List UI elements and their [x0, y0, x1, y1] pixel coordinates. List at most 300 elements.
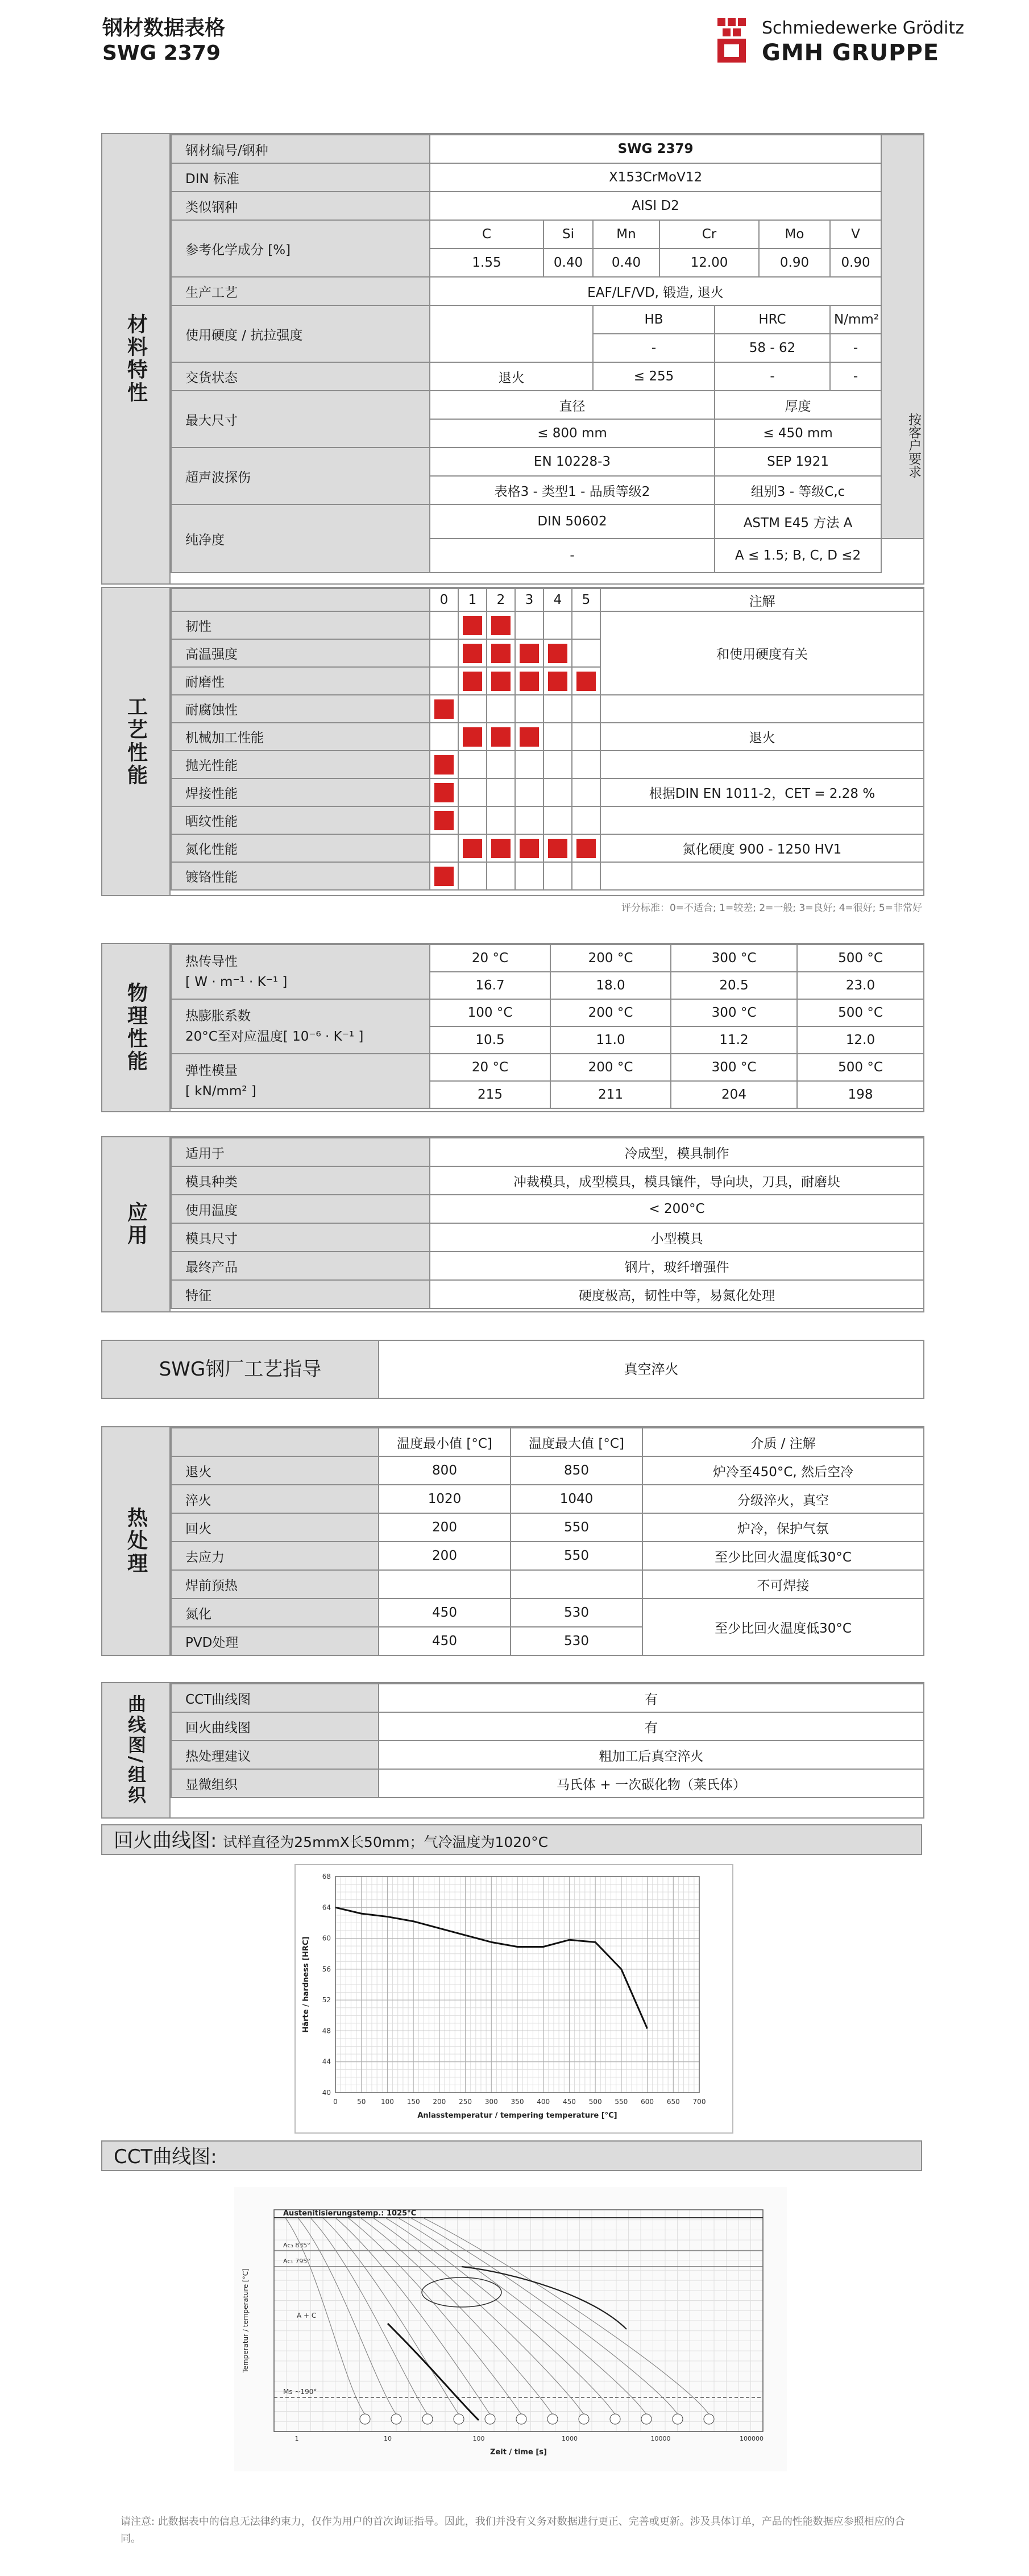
rating-cell: [515, 639, 543, 667]
x-tick-label: 50: [357, 2098, 366, 2106]
hardness-marker: [579, 2414, 589, 2424]
x-tick-label: 350: [511, 2098, 524, 2106]
rating-cell: [572, 639, 600, 667]
heat-note: 至少比回火温度低30°C: [642, 1598, 924, 1655]
delivery-value: ≤ 255: [593, 362, 715, 391]
perf-row-label: 晒纹性能: [171, 806, 430, 834]
rating-mark: [434, 755, 454, 775]
section-label: 热处理: [124, 1507, 148, 1575]
perf-note: [600, 751, 924, 778]
rating-mark: [548, 644, 567, 663]
chem-value: 0.40: [543, 249, 593, 277]
rating-mark: [491, 727, 511, 747]
hardness-marker: [547, 2414, 558, 2424]
din-value: X153CrMoV12: [430, 163, 881, 192]
expansion-value: 10.5: [430, 1026, 550, 1054]
scale-5: 5: [572, 589, 600, 611]
rating-cell: [572, 751, 600, 778]
rating-cell: [458, 834, 487, 862]
rating-cell: [543, 611, 572, 639]
title-line-1: 钢材数据表格: [102, 16, 226, 40]
rating-cell: [515, 834, 543, 862]
delivery-value: -: [715, 362, 830, 391]
page-title: [102, 16, 225, 66]
chem-element: Mo: [759, 220, 830, 249]
delivery-label: 交货状态: [171, 362, 430, 391]
rating-cell: [543, 723, 572, 751]
hardness-value: -: [830, 334, 881, 362]
tempering-title: 回火曲线图:: [114, 1829, 217, 1852]
rating-mark: [548, 672, 567, 691]
similar-value: AISI D2: [430, 192, 881, 220]
rating-cell: [430, 778, 458, 806]
y-tick-label: 60: [322, 1934, 331, 1943]
expansion-unit: 20°C至对应温度[ 10⁻⁶ · K⁻¹ ]: [185, 1029, 364, 1044]
perf-row-label: 高温强度: [171, 639, 430, 667]
chem-element: C: [430, 220, 543, 249]
chem-value: 0.90: [759, 249, 830, 277]
heat-min: 450: [379, 1598, 511, 1627]
curves-section: [101, 1682, 924, 1819]
rating-mark: [520, 644, 539, 663]
app-label: 适用于: [171, 1138, 430, 1166]
ut-label: 超声波探伤: [171, 448, 430, 504]
title-line-2: SWG 2379: [102, 42, 221, 65]
heat-min: 1020: [379, 1485, 511, 1513]
chem-value: 1.55: [430, 249, 543, 277]
rating-cell: [487, 862, 515, 890]
rating-cell: [543, 639, 572, 667]
modulus-value: 215: [430, 1081, 550, 1108]
x-tick-label: 10: [384, 2435, 392, 2442]
modulus-unit: [ kN/mm² ]: [185, 1084, 256, 1099]
modulus-value: 211: [550, 1081, 671, 1108]
perf-note: 和使用硬度有关: [600, 611, 924, 695]
x-tick-label: 600: [641, 2098, 654, 2106]
curve-label: 回火曲线图: [171, 1712, 379, 1741]
heat-head: 温度最大值 [°C]: [511, 1428, 642, 1456]
hardness-head: N/mm²: [830, 305, 881, 334]
x-tick-label: 100000: [740, 2435, 764, 2442]
rating-cell: [572, 695, 600, 723]
hardness-marker: [704, 2414, 714, 2424]
ut-value: 组别3 - 等级C,c: [715, 476, 881, 504]
purity-value: -: [430, 539, 715, 573]
guidance-value: 真空淬火: [624, 1361, 679, 1377]
rating-cell: [458, 695, 487, 723]
size-head: 直径: [430, 391, 715, 419]
ac1-label: Ac₁ 795°: [283, 2258, 310, 2265]
rating-cell: [515, 806, 543, 834]
temp-head: 500 °C: [797, 1054, 924, 1081]
hardness-head: HB: [593, 305, 715, 334]
temp-head: 300 °C: [671, 945, 797, 972]
rating-mark: [463, 672, 482, 691]
rating-cell: [515, 751, 543, 778]
expansion-label: 热膨胀系数: [185, 1009, 251, 1024]
heat-min: 200: [379, 1542, 511, 1570]
rating-cell: [430, 834, 458, 862]
chem-label: 参考化学成分 [%]: [171, 220, 430, 277]
curve-label: 显微组织: [171, 1769, 379, 1798]
conductivity-value: 16.7: [430, 972, 550, 999]
rating-cell: [430, 723, 458, 751]
rating-cell: [458, 751, 487, 778]
x-tick-label: 1000: [562, 2435, 578, 2442]
hardness-marker: [516, 2414, 526, 2424]
heat-label: PVD处理: [171, 1627, 379, 1655]
ac3-label: Ac₃ 835°: [283, 2242, 310, 2249]
heat-label: 焊前预热: [171, 1570, 379, 1598]
app-value: 冲裁模具，成型模具，模具镶件，导向块，刀具，耐磨块: [430, 1166, 924, 1195]
logo-line-2: GMH GRUPPE: [762, 40, 940, 66]
tempering-chart: [296, 1865, 732, 2132]
process-value: EAF/LF/VD, 锻造, 退火: [430, 277, 881, 305]
rating-mark: [491, 839, 511, 858]
rating-mark: [434, 867, 454, 886]
rating-cell: [515, 862, 543, 890]
chem-element: Cr: [659, 220, 759, 249]
modulus-label: 弹性模量: [185, 1063, 238, 1078]
curve-label: CCT曲线图: [171, 1684, 379, 1712]
heat-max: [511, 1570, 642, 1598]
x-tick-label: 1: [294, 2435, 299, 2442]
rating-cell: [430, 667, 458, 695]
perf-note: 退火: [600, 723, 924, 751]
ut-head: SEP 1921: [715, 448, 881, 476]
perf-row-label: 韧性: [171, 611, 430, 639]
rating-cell: [543, 834, 572, 862]
x-tick-label: 10000: [650, 2435, 671, 2442]
rating-legend: 评分标准：0=不适合; 1=较差; 2=一般; 3=良好; 4=很好; 5=非常好: [621, 902, 922, 914]
y-tick-label: 44: [322, 2057, 331, 2066]
chem-value: 0.90: [830, 249, 881, 277]
size-value: ≤ 450 mm: [715, 419, 881, 448]
heat-label: 退火: [171, 1456, 379, 1485]
perf-row-label: 焊接性能: [171, 778, 430, 806]
rating-mark: [463, 839, 482, 858]
expansion-value: 12.0: [797, 1026, 924, 1054]
similar-label: 类似钢种: [171, 192, 430, 220]
heat-note: 炉冷至450°C, 然后空冷: [642, 1456, 924, 1485]
app-value: < 200°C: [430, 1195, 924, 1223]
x-tick-label: 500: [588, 2098, 602, 2106]
rating-cell: [572, 667, 600, 695]
section-label: 曲线图/组织: [125, 1695, 147, 1806]
rating-cell: [487, 723, 515, 751]
temp-head: 20 °C: [430, 945, 550, 972]
app-label: 使用温度: [171, 1195, 430, 1223]
heat-max: 530: [511, 1598, 642, 1627]
rating-cell: [487, 806, 515, 834]
application-section: [101, 1136, 924, 1312]
tempering-title-bar: [101, 1824, 922, 1855]
disclaimer: 请注意: 此数据表中的信息无法律约束力，仅作为用户的首次询证指导。因此，我们并没有义务对数据进行更正、完善或更新。涉及具体订单，产品的性能数据应参照相应的合同。: [121, 2516, 905, 2545]
rating-cell: [458, 611, 487, 639]
perf-row-label: 耐腐蚀性: [171, 695, 430, 723]
expansion-value: 11.0: [550, 1026, 671, 1054]
rating-cell: [430, 806, 458, 834]
expansion-temp: 300 °C: [671, 999, 797, 1026]
x-tick-label: 300: [484, 2098, 498, 2106]
rating-mark: [548, 839, 567, 858]
heat-label: 氮化: [171, 1598, 379, 1627]
din-label: DIN 标准: [171, 163, 430, 192]
app-label: 特征: [171, 1280, 430, 1308]
physical-table: [171, 944, 924, 1109]
purity-label: 纯净度: [171, 504, 430, 573]
scale-3: 3: [515, 589, 543, 611]
perf-row-label: 抛光性能: [171, 751, 430, 778]
curve-label: 热处理建议: [171, 1741, 379, 1769]
perf-note: [600, 806, 924, 834]
temp-head: 300 °C: [671, 1054, 797, 1081]
rating-cell: [572, 611, 600, 639]
conductivity-unit: [ W · m⁻¹ · K⁻¹ ]: [185, 975, 288, 989]
hardness-marker: [610, 2414, 620, 2424]
perf-row-label: 氮化性能: [171, 834, 430, 862]
curve-value: 粗加工后真空淬火: [379, 1741, 924, 1769]
delivery-value: 退火: [430, 362, 593, 391]
y-axis-label: Härte / hardness [HRC]: [302, 1936, 310, 2033]
heat-max: 850: [511, 1456, 642, 1485]
delivery-value: -: [830, 362, 881, 391]
size-label: 最大尺寸: [171, 391, 430, 448]
heat-label: 去应力: [171, 1542, 379, 1570]
x-axis-label: Zeit / time [s]: [490, 2448, 547, 2457]
ms-label: Ms ~190°: [283, 2388, 317, 2396]
rating-cell: [458, 862, 487, 890]
rating-cell: [458, 667, 487, 695]
rating-cell: [572, 778, 600, 806]
rating-mark: [463, 616, 482, 635]
rating-mark: [463, 727, 482, 747]
rating-cell: [458, 723, 487, 751]
heat-head: 介质 / 注解: [642, 1428, 924, 1456]
curve-value: 有: [379, 1712, 924, 1741]
material-properties-section: [101, 133, 924, 585]
rating-cell: [487, 834, 515, 862]
heat-min: 800: [379, 1456, 511, 1485]
app-value: 钢片，玻纤增强件: [430, 1252, 924, 1280]
scale-1: 1: [458, 589, 487, 611]
cct-chart-box: [234, 2187, 787, 2471]
rating-cell: [515, 611, 543, 639]
chem-value: 12.00: [659, 249, 759, 277]
rating-cell: [572, 862, 600, 890]
perf-note: 根据DIN EN 1011-2，CET = 2.28 %: [600, 778, 924, 806]
rating-cell: [572, 806, 600, 834]
app-label: 最终产品: [171, 1252, 430, 1280]
y-axis-label: Temperatur / temperature [°C]: [242, 2268, 250, 2373]
logo-mark-icon: [717, 18, 757, 63]
app-value: 冷成型，模具制作: [430, 1138, 924, 1166]
hardness-marker: [485, 2414, 495, 2424]
process-performance-table: [171, 588, 924, 891]
perf-note: [600, 862, 924, 890]
x-tick-label: 150: [406, 2098, 420, 2106]
rating-cell: [487, 778, 515, 806]
chem-value: 0.40: [593, 249, 659, 277]
chem-element: V: [830, 220, 881, 249]
heat-label: 回火: [171, 1513, 379, 1542]
y-tick-label: 64: [322, 1903, 331, 1912]
rating-cell: [430, 639, 458, 667]
heat-min: 200: [379, 1513, 511, 1542]
perf-note: [600, 695, 924, 723]
physical-properties-section: [101, 943, 924, 1112]
heat-note: 至少比回火温度低30°C: [642, 1542, 924, 1570]
hardness-marker: [454, 2414, 464, 2424]
note-head: 注解: [600, 589, 924, 611]
x-tick-label: 550: [615, 2098, 628, 2106]
rating-cell: [543, 695, 572, 723]
rating-mark: [576, 839, 596, 858]
purity-head: ASTM E45 方法 A: [715, 504, 881, 539]
x-tick-label: 450: [562, 2098, 576, 2106]
scale-4: 4: [543, 589, 572, 611]
heat-max: 530: [511, 1627, 642, 1655]
expansion-value: 11.2: [671, 1026, 797, 1054]
x-axis-label: Anlasstemperatur / tempering temperature [°C]: [417, 2111, 617, 2120]
rating-cell: [543, 667, 572, 695]
curves-table: [171, 1683, 924, 1798]
rating-cell: [487, 751, 515, 778]
rating-cell: [487, 639, 515, 667]
curve-value: 马氏体 + 一次碳化物（莱氏体）: [379, 1769, 924, 1798]
modulus-value: 198: [797, 1081, 924, 1108]
app-value: 硬度极高，韧性中等，易氮化处理: [430, 1280, 924, 1308]
x-tick-label: 650: [666, 2098, 680, 2106]
rating-mark: [434, 811, 454, 830]
conductivity-value: 18.0: [550, 972, 671, 999]
perf-row-label: 镀铬性能: [171, 862, 430, 890]
temp-head: 200 °C: [550, 1054, 671, 1081]
rating-mark: [520, 839, 539, 858]
chem-element: Si: [543, 220, 593, 249]
heat-head: 温度最小值 [°C]: [379, 1428, 511, 1456]
heat-min: [379, 1570, 511, 1598]
rating-cell: [430, 695, 458, 723]
rating-mark: [491, 616, 511, 635]
size-value: ≤ 800 mm: [430, 419, 715, 448]
hardness-value: -: [593, 334, 715, 362]
expansion-temp: 500 °C: [797, 999, 924, 1026]
hardness-marker: [641, 2414, 652, 2424]
rating-cell: [458, 806, 487, 834]
section-label: 物理性能: [124, 982, 148, 1073]
rating-mark: [576, 672, 596, 691]
heat-treatment-table: [171, 1427, 924, 1656]
perf-row-label: 耐磨性: [171, 667, 430, 695]
purity-head: DIN 50602: [430, 504, 715, 539]
curve-value: 有: [379, 1684, 924, 1712]
chem-element: Mn: [593, 220, 659, 249]
rating-mark: [434, 699, 454, 719]
scale-2: 2: [487, 589, 515, 611]
conductivity-label: 热传导性: [185, 954, 238, 969]
rating-cell: [487, 695, 515, 723]
x-tick-label: 100: [472, 2435, 485, 2442]
process-label: 生产工艺: [171, 277, 430, 305]
rating-cell: [572, 723, 600, 751]
tempering-subtitle: 试样直径为25mmX长50mm；气冷温度为1020°C: [223, 1834, 549, 1850]
ut-head: EN 10228-3: [430, 448, 715, 476]
app-value: 小型模具: [430, 1223, 924, 1252]
grade-value: SWG 2379: [430, 135, 881, 163]
rating-cell: [515, 695, 543, 723]
tempering-chart-box: [294, 1864, 733, 2134]
cct-title: CCT曲线图:: [114, 2146, 217, 2168]
rating-mark: [520, 727, 539, 747]
heat-note: 炉冷，保护气氛: [642, 1513, 924, 1542]
rating-cell: [515, 723, 543, 751]
heat-note: 分级淬火，真空: [642, 1485, 924, 1513]
temp-head: 200 °C: [550, 945, 671, 972]
hardness-label: 使用硬度 / 抗拉强度: [171, 305, 430, 362]
rating-mark: [463, 644, 482, 663]
hardness-value: 58 - 62: [715, 334, 830, 362]
conductivity-value: 23.0: [797, 972, 924, 999]
grade-label: 钢材编号/钢种: [171, 135, 430, 163]
rating-cell: [543, 778, 572, 806]
section-label: 工艺性能: [124, 696, 148, 787]
process-performance-section: [101, 587, 924, 896]
customer-request-note: 按客户要求: [906, 413, 921, 478]
modulus-value: 204: [671, 1081, 797, 1108]
y-tick-label: 56: [322, 1965, 331, 1973]
rating-mark: [491, 672, 511, 691]
y-tick-label: 40: [322, 2089, 331, 2097]
expansion-temp: 100 °C: [430, 999, 550, 1026]
rating-mark: [520, 672, 539, 691]
rating-mark: [434, 783, 454, 802]
process-guidance-section: [101, 1340, 924, 1399]
app-label: 模具种类: [171, 1166, 430, 1195]
x-tick-label: 0: [333, 2098, 338, 2106]
rating-cell: [572, 834, 600, 862]
hardness-marker: [673, 2414, 683, 2424]
hardness-head: HRC: [715, 305, 830, 334]
rating-cell: [543, 862, 572, 890]
purity-value: A ≤ 1.5; B, C, D ≤2: [715, 539, 881, 573]
perf-note: 氮化硬度 900 - 1250 HV1: [600, 834, 924, 862]
rating-cell: [487, 667, 515, 695]
x-tick-label: 400: [537, 2098, 550, 2106]
rating-cell: [430, 751, 458, 778]
hardness-marker: [360, 2414, 370, 2424]
heat-max: 1040: [511, 1485, 642, 1513]
hardness-marker: [391, 2414, 401, 2424]
heat-max: 550: [511, 1542, 642, 1570]
austenit-label: Austenitisierungstemp.: 1025°C: [283, 2209, 417, 2218]
x-tick-label: 250: [459, 2098, 472, 2106]
section-label: 材料特性: [124, 313, 148, 404]
temp-head: 500 °C: [797, 945, 924, 972]
rating-cell: [458, 778, 487, 806]
cct-title-bar: [101, 2140, 922, 2171]
heat-treatment-section: [101, 1426, 924, 1656]
x-tick-label: 700: [692, 2098, 706, 2106]
app-label: 模具尺寸: [171, 1223, 430, 1252]
x-tick-label: 100: [380, 2098, 394, 2106]
rating-mark: [491, 644, 511, 663]
rating-cell: [430, 611, 458, 639]
rating-cell: [430, 862, 458, 890]
expansion-temp: 200 °C: [550, 999, 671, 1026]
material-table: [171, 134, 924, 573]
hardness-marker: [422, 2414, 433, 2424]
